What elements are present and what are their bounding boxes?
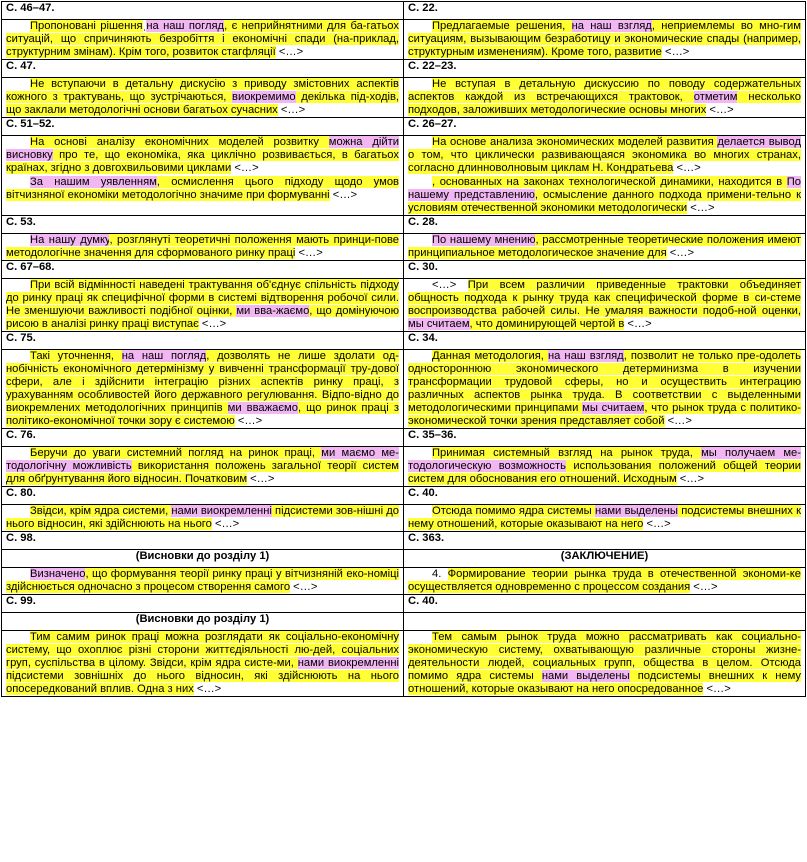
ref-row: [2, 487, 806, 505]
plain-text: <…>: [703, 683, 731, 695]
right-ref-cell: С. 22–23.: [404, 60, 806, 78]
text-row: [2, 136, 806, 216]
highlight-yellow: , осмысление данного подхода примени-тельно к условиям отечественной экономики методологически: [408, 189, 801, 214]
left-text-cell: [2, 279, 404, 332]
right-text-cell: [404, 78, 806, 118]
paragraph: [6, 78, 399, 117]
highlight-yellow: Принимая системный взгляд на рынок труда,: [432, 447, 702, 459]
highlight-yellow: , осмислення цього підходу щодо умов вітчизняної економіки методологічно значиме при формуванні: [6, 176, 399, 201]
plain-text: <…>: [661, 46, 690, 58]
plain-text: <…>: [643, 518, 671, 530]
left-ref-cell: С. 75.: [2, 332, 404, 350]
highlight-yellow: Данная методология,: [432, 350, 548, 362]
highlight-yellow: , рассмотренные теоретические положения имеют принципиальное методологическое значение для: [408, 234, 801, 259]
text-row: [2, 568, 806, 595]
right-ref-cell: С. 34.: [404, 332, 806, 350]
highlight-purple: на наш погляд: [146, 20, 225, 32]
text-row: [2, 78, 806, 118]
highlight-yellow: , что рынок труда с политико-экономической точки зрения представляет собой: [408, 402, 801, 427]
highlight-purple: отметим: [693, 91, 738, 103]
highlight-yellow: , дозволять не лише здолати од-нобічність економічного детермінізму у вивченні трансформації тру-дової сфери, але і здійснити інтеграцію різних аспектів ринку праці, з урахуванням особливостей його державного регулювання. Відпо-відно до виокремлених методологічних принципів: [6, 350, 399, 414]
left-heading-cell: (Висновки до розділу 1): [2, 613, 404, 631]
highlight-yellow: Беручи до уваги системний погляд на ринок праці,: [30, 447, 322, 459]
highlight-purple: на наш погляд: [121, 350, 207, 362]
ref-row: [2, 429, 806, 447]
highlight-yellow: про те, що економіка, яка циклічно розвивається, в багатьох країнах, згідно з довгохвильовими циклами: [6, 149, 399, 174]
paragraph: [408, 20, 801, 59]
plain-text: <…>: [673, 162, 701, 174]
highlight-purple: По нашему представлению: [408, 176, 801, 201]
paragraph: [6, 136, 399, 175]
highlight-purple: ми вва-жаємо: [236, 305, 310, 317]
left-text-cell: [2, 505, 404, 532]
left-text-cell: [2, 78, 404, 118]
comparison-table: [1, 1, 806, 697]
highlight-purple: нами виокремленні: [171, 505, 272, 517]
plain-text: <…>: [690, 581, 718, 593]
highlight-yellow: , основанных на законах технологической динамики, находится в: [432, 176, 787, 188]
plain-text: <…>: [432, 279, 468, 291]
highlight-yellow: Не вступая в детальную дискуссию по поводу содержательных аспектов каждой из встречающихся трактовок,: [408, 78, 801, 103]
highlight-yellow: Формирование теории рынка труда в отечественной экономи-ке осуществляется одновременно с процессом создания: [408, 568, 801, 593]
right-text-cell: [404, 234, 806, 261]
heading-row: [2, 550, 806, 568]
ref-row: [2, 118, 806, 136]
plain-text: <…>: [198, 318, 227, 330]
highlight-yellow: , розглянуті теоретичні положення мають принци-пове методологічне значення для сформованого ринку праці: [6, 234, 399, 259]
right-text-cell: [404, 350, 806, 429]
text-row: [2, 20, 806, 60]
left-ref-cell: С. 53.: [2, 216, 404, 234]
right-heading-cell: (ЗАКЛЮЧЕНИЕ): [404, 550, 806, 568]
right-text-cell: [404, 136, 806, 216]
paragraph: [6, 350, 399, 428]
highlight-purple: мы считаем: [408, 318, 470, 330]
right-ref-cell: С. 22.: [404, 2, 806, 20]
left-ref-cell: С. 46–47.: [2, 2, 404, 20]
right-ref-cell: С. 28.: [404, 216, 806, 234]
right-ref-cell: С. 35–36.: [404, 429, 806, 447]
highlight-yellow: , є неприйнятними для ба-гатьох ситуацій, що спричиняють безробіття і економічні спади (на-приклад, структурним змінам). Крім того, розвиток стагфляції: [6, 20, 399, 58]
highlight-purple: нами выделены: [594, 505, 678, 517]
plain-text: <…>: [676, 473, 705, 485]
highlight-purple: На нашу думку: [30, 234, 110, 246]
plain-text: <…>: [290, 581, 318, 593]
highlight-yellow: использования положений общей теории систем для обоснования его отношений. Исходным: [408, 460, 801, 485]
highlight-yellow: При всій відмінності наведені трактування об'єднує спільність підходу до ринку праці як специфічної форми в системі відтворення робочої сили. Не зменшуючи важливості подібної оцінки,: [6, 279, 399, 317]
left-text-cell: [2, 631, 404, 697]
highlight-yellow: , позволит не только пре-одолеть одностороннюю экономического детерминизма в изучении трансформации трудовой сферы, но и осуществить интеграцию различных аспектов рынка труда. В соответствии с выделенными методологическими принципами: [408, 350, 802, 414]
highlight-yellow: На основе анализа экономических моделей развития: [432, 136, 718, 148]
left-text-cell: [2, 350, 404, 429]
highlight-yellow: подсистемы внешних к нему отношений, которые оказывают на него: [408, 505, 802, 530]
paragraph: [6, 447, 399, 486]
text-row: [2, 234, 806, 261]
highlight-yellow: При всем различии приведенные трактовки объединяет общность подхода к рынку труда как специфической форме в си-стеме воспроизводства рабочей силы. Не умаляя важности подоб-ной оценки,: [408, 279, 801, 317]
left-text-cell: [2, 447, 404, 487]
highlight-purple: ми маємо ме-тодологічну можливість: [6, 447, 399, 472]
paragraph: [408, 447, 801, 486]
left-ref-cell: С. 80.: [2, 487, 404, 505]
right-text-cell: [404, 631, 806, 697]
highlight-yellow: На основі аналізу економічних моделей розвитку: [30, 136, 329, 148]
paragraph: [6, 279, 399, 331]
highlight-yellow: Тим самим ринок праці можна розглядати як соціально-економічну систему, що охоплює різні сторони життєдіяльності лю-дей, соціальних груп, суспільства в цілому. Звідси, крім ядра систе-ми,: [6, 631, 399, 669]
left-ref-cell: С. 67–68.: [2, 261, 404, 279]
plain-text: <…>: [687, 202, 715, 214]
comparison-table-body: [2, 2, 806, 697]
paragraph: [408, 234, 801, 260]
paragraph: [6, 631, 399, 696]
ref-row: [2, 532, 806, 550]
paragraph: [6, 568, 399, 594]
ref-row: [2, 332, 806, 350]
plain-text: <…>: [247, 473, 275, 485]
left-heading-cell: (Висновки до розділу 1): [2, 550, 404, 568]
right-text-cell: [404, 568, 806, 595]
paragraph: [6, 20, 399, 59]
paragraph: [408, 568, 801, 594]
plain-text: ˌ: [142, 20, 147, 32]
plain-text: <…>: [193, 683, 222, 695]
plain-text: <…>: [211, 518, 240, 530]
highlight-yellow: Предлагаемые решения,: [432, 20, 572, 32]
highlight-yellow: несколько подходов, заложивших методологические основы многих: [408, 91, 801, 116]
paragraph: [408, 78, 801, 117]
text-row: [2, 447, 806, 487]
highlight-yellow: о том, что циклически развивающаяся экономика во многих странах, согласно длинноволновым циклам Н. Кондратьева: [408, 149, 801, 174]
highlight-yellow: , что доминирующей чертой в: [469, 318, 625, 330]
text-row: [2, 505, 806, 532]
heading-row: [2, 613, 806, 631]
paragraph: [408, 505, 801, 531]
plain-text: <…>: [277, 104, 306, 116]
right-ref-cell: С. 26–27.: [404, 118, 806, 136]
highlight-purple: мы получаем ме-тодологическую возможность: [408, 447, 801, 472]
paragraph: [408, 136, 801, 175]
plain-text: <…>: [231, 162, 259, 174]
left-ref-cell: С. 99.: [2, 595, 404, 613]
right-ref-cell: С. 40.: [404, 487, 806, 505]
paragraph: [408, 279, 801, 331]
left-text-cell: [2, 568, 404, 595]
ref-row: [2, 60, 806, 78]
highlight-yellow: , що формування теорії ринку праці у вітчизняній еко-номіці здійснюється одночасно з процесом створення самого: [6, 568, 399, 593]
highlight-purple: ми вважаємо: [227, 402, 298, 414]
highlight-yellow: , неприемлемы во мно-гим ситуациям, вызывающим безработицу и экономические спады (например, структурным изменениям). Кроме того, развитие: [408, 20, 801, 58]
highlight-yellow: декілька під-ходів, що заклали методологічні основи багатьох сучасних: [6, 91, 400, 116]
highlight-purple: За нашим уявленням: [30, 176, 157, 188]
highlight-yellow: Тем самым рынок труда можно рассматривать как социально-экономическую систему, охватывающую различные стороны жизне-деятельности людей, социальных групп, общества в целом. Отсюда помимо ядра системы: [408, 631, 801, 682]
highlight-yellow: , що домінуючою рисою в аналізі ринку праці виступає: [6, 305, 399, 330]
right-heading-cell: [404, 613, 806, 631]
text-row: [2, 279, 806, 332]
left-text-cell: [2, 234, 404, 261]
ref-row: [2, 261, 806, 279]
ref-row: [2, 595, 806, 613]
right-ref-cell: С. 30.: [404, 261, 806, 279]
highlight-yellow: Звідси, крім ядра системи,: [30, 505, 172, 517]
highlight-purple: мы считаем: [582, 402, 645, 414]
plain-text: <…>: [664, 415, 692, 427]
highlight-purple: Визначено: [30, 568, 86, 580]
ref-row: [2, 216, 806, 234]
left-ref-cell: С. 98.: [2, 532, 404, 550]
highlight-yellow: Не вступаючи в детальну дискусію з приводу змістовних аспектів кожного з трактувань, що зустрічаються,: [6, 78, 399, 103]
highlight-yellow: використання положень загальної теорії систем для обґрунтування його відносин. Початковим: [6, 460, 399, 485]
right-ref-cell: С. 40.: [404, 595, 806, 613]
left-ref-cell: С. 51–52.: [2, 118, 404, 136]
plain-text: <…>: [666, 247, 695, 259]
paragraph: [408, 176, 801, 215]
highlight-purple: на наш взгляд: [547, 350, 624, 362]
highlight-yellow: , що ринок праці з політико-економічної точки зору є системою: [6, 402, 399, 427]
plain-text: <…>: [295, 247, 323, 259]
highlight-yellow: Отсюда помимо ядра системы: [432, 505, 595, 517]
highlight-purple: нами выделены: [541, 670, 630, 682]
plain-text: <…>: [234, 415, 263, 427]
text-row: [2, 350, 806, 429]
right-text-cell: [404, 505, 806, 532]
paragraph: [6, 505, 399, 531]
paragraph: [6, 234, 399, 260]
plain-text: <…>: [275, 46, 304, 58]
highlight-yellow: підсистеми зов-нішні до нього відносин, які здійснюють на нього: [6, 505, 399, 530]
highlight-purple: на наш взгляд: [571, 20, 652, 32]
highlight-purple: виокремимо: [232, 91, 296, 103]
left-ref-cell: С. 47.: [2, 60, 404, 78]
highlight-purple: можна дійти висновку: [6, 136, 399, 161]
highlight-purple: По нашему мнению: [432, 234, 536, 246]
highlight-yellow: Пропоновані рішення: [30, 20, 143, 32]
ref-row: [2, 2, 806, 20]
highlight-yellow: підсистеми зовнішніх до нього відносин, які здійснюють на нього опосередкований вплив. Одна з них: [6, 670, 399, 695]
right-ref-cell: С. 363.: [404, 532, 806, 550]
highlight-purple: нами виокремленні: [297, 657, 399, 669]
left-text-cell: [2, 136, 404, 216]
plain-text: <…>: [329, 189, 358, 201]
right-text-cell: [404, 279, 806, 332]
right-text-cell: [404, 20, 806, 60]
highlight-yellow: подсистемы внешних к нему отношений, которые оказывают на него опосредованное: [408, 670, 802, 695]
plain-text: 4.: [432, 568, 448, 580]
paragraph: [408, 631, 801, 696]
plain-text: <…>: [624, 318, 652, 330]
paragraph: [6, 176, 399, 202]
highlight-yellow: Такі уточнення,: [30, 350, 122, 362]
plain-text: <…>: [706, 104, 734, 116]
right-text-cell: [404, 447, 806, 487]
text-row: [2, 631, 806, 697]
paragraph: [408, 350, 801, 428]
left-text-cell: [2, 20, 404, 60]
left-ref-cell: С. 76.: [2, 429, 404, 447]
highlight-purple: делается вывод: [717, 136, 802, 148]
